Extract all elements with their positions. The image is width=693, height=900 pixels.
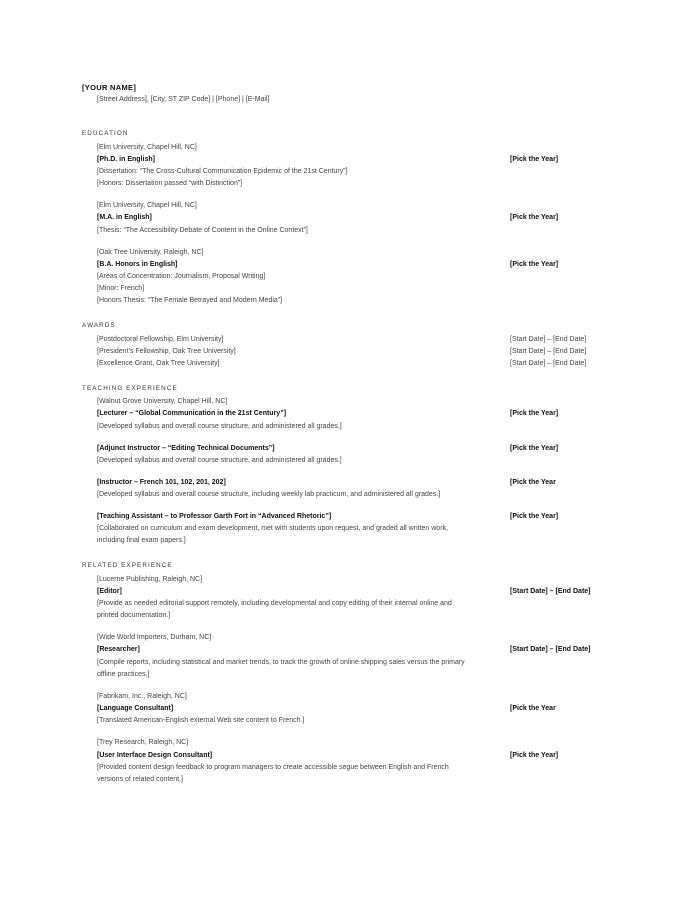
entry-line: [97, 178, 612, 190]
entry-line: [97, 632, 612, 644]
entry-line: [97, 574, 612, 586]
entry-text: [Developed syllabus and overall course structure, and administered all grades.]: [97, 456, 342, 464]
entry-date: [Start Date] – [End Date]: [510, 587, 591, 595]
entry-date: [Pick the Year]: [510, 155, 559, 163]
entry-text: [Excellence Grant, Oak Tree University]: [97, 360, 220, 368]
entry-text: [Fabrikam, Inc., Raleigh, NC]: [97, 692, 187, 700]
entry-date: [Start Date] – [End Date]: [510, 347, 587, 355]
entry: [82, 247, 612, 308]
resume-sections: [82, 128, 612, 786]
entry-date: [Start Date] – [End Date]: [510, 335, 587, 343]
entry-text: [Translated American-English external Web site content to French.]: [97, 717, 305, 725]
section-heading: EDUCATION: [82, 130, 129, 138]
entry-line: [97, 346, 612, 358]
entry-text: [Lucerne Publishing, Raleigh, NC]: [97, 575, 203, 583]
entry: [82, 396, 612, 433]
entry: [82, 443, 612, 467]
entry-date: [Start Date] – [End Date]: [510, 646, 591, 654]
section-awards: [82, 320, 612, 370]
entry-title-line: [97, 212, 612, 224]
section-related-experience: [82, 560, 612, 786]
entry-text: [Ph.D. in English]: [97, 155, 155, 163]
entry-text: [Compile reports, including statistical and market trends, to track the growth of online shipping sales versus the primary offline practices.]: [97, 658, 465, 678]
entry-text: [Editor]: [97, 587, 122, 595]
entry-text: [Postdoctoral Fellowship, Elm University]: [97, 335, 224, 343]
entry-title-line: [97, 408, 612, 420]
section-heading: RELATED EXPERIENCE: [82, 562, 173, 570]
entry: [82, 477, 612, 501]
entry-line: [97, 334, 612, 346]
entry-text: [Language Consultant]: [97, 705, 174, 713]
section-heading: TEACHING EXPERIENCE: [82, 385, 178, 393]
entry-text: [Lecturer – “Global Communication in the 21st Century”]: [97, 410, 287, 418]
entry-date: [Pick the Year: [510, 478, 556, 486]
entry-line: [97, 358, 612, 370]
entry-title-line: [97, 443, 612, 455]
entry-text: [User Interface Design Consultant]: [97, 751, 213, 759]
entry-text: [Minor: French]: [97, 285, 145, 293]
entry-line: [97, 455, 612, 467]
entry-text: [Researcher]: [97, 646, 140, 654]
entry-text: [Collaborated on curriculum and exam development, met with students upon request, and graded all written work, including final exam papers.]: [97, 525, 448, 545]
entry-text: [Provided content design feedback to program managers to create accessible segue between English and French versions of related content.]: [97, 763, 449, 783]
entry-text: [Provide as needed editorial support remotely, including developmental and copy editing of their internal online and printed documentation.]: [97, 600, 452, 620]
entry-date: [Pick the Year: [510, 705, 556, 713]
entry-line: [97, 421, 612, 433]
entry: [82, 511, 612, 548]
entry-text: [Oak Tree University, Raleigh, NC]: [97, 248, 204, 256]
entry-line: [97, 225, 612, 237]
section-heading: AWARDS: [82, 322, 116, 330]
section-teaching-experience: [82, 383, 612, 548]
entry-title-line: [97, 644, 612, 656]
entry-line: [97, 657, 612, 681]
entry-line: [97, 295, 612, 307]
entry-text: [Walnut Grove University, Chapel Hill, NC]: [97, 398, 228, 406]
entry-text: [Dissertation: “The Cross-Cultural Communication Epidemic of the 21st Century”]: [97, 168, 348, 176]
entry-text: [Honors: Dissertation passed “with Distinction”]: [97, 180, 243, 188]
entry-text: [Teaching Assistant – to Professor Garth Fort in “Advanced Rhetoric”]: [97, 513, 332, 521]
entry-line: [97, 691, 612, 703]
entry-line: [97, 200, 612, 212]
entry-text: [Areas of Concentration: Journalism, Proposal Writing]: [97, 273, 266, 281]
entry-line: [97, 762, 612, 786]
entry-line: [97, 715, 612, 727]
contact-info: [Street Address], [City, ST ZIP Code] | [Phone] | [E-Mail]: [97, 96, 270, 104]
entry-title-line: [97, 477, 612, 489]
entry: [82, 142, 612, 191]
entry-date: [Pick the Year]: [510, 260, 559, 268]
entry-text: [President’s Fellowship, Oak Tree University]: [97, 347, 236, 355]
entry-text: [Trey Research, Raleigh, NC]: [97, 739, 189, 747]
entry: [82, 737, 612, 786]
entry-line: [97, 489, 612, 501]
resume-name: [YOUR NAME]: [82, 83, 137, 92]
entry-text: [Developed syllabus and overall course structure, and administered all grades.]: [97, 422, 342, 430]
entry-date: [Pick the Year]: [510, 410, 559, 418]
entry-line: [97, 396, 612, 408]
entry-text: [Elm University, Chapel Hill, NC]: [97, 202, 197, 210]
section-education: [82, 128, 612, 307]
entry-line: [97, 523, 612, 547]
entry-date: [Pick the Year]: [510, 444, 559, 452]
entry-line: [97, 247, 612, 259]
entry-line: [97, 166, 612, 178]
entry-date: [Start Date] – [End Date]: [510, 360, 587, 368]
entry-title-line: [97, 703, 612, 715]
entry-title-line: [97, 259, 612, 271]
entry: [82, 334, 612, 371]
entry-title-line: [97, 586, 612, 598]
entry-title-line: [97, 750, 612, 762]
entry-text: [Instructor – French 101, 102, 201, 202]: [97, 478, 226, 486]
entry-date: [Pick the Year]: [510, 751, 559, 759]
entry-line: [97, 737, 612, 749]
entry-text: [B.A. Honors in English]: [97, 260, 178, 268]
entry: [82, 574, 612, 623]
entry-text: [M.A. in English]: [97, 214, 152, 222]
entry-line: [97, 283, 612, 295]
entry-text: [Thesis: “The Accessibility Debate of Content in the Online Context”]: [97, 226, 308, 234]
resume-document: [82, 82, 612, 786]
entry-date: [Pick the Year]: [510, 214, 559, 222]
entry-text: [Adjunct Instructor – “Editing Technical Documents”]: [97, 444, 275, 452]
entry-text: [Wide World Importers, Durham, NC]: [97, 634, 212, 642]
entry-line: [97, 142, 612, 154]
entry: [82, 632, 612, 681]
entry-title-line: [97, 154, 612, 166]
entry-text: [Developed syllabus and overall course structure, including weekly lab practicum, and administered all grades.]: [97, 491, 441, 499]
entry-text: [Elm University, Chapel Hill, NC]: [97, 143, 197, 151]
entry: [82, 691, 612, 728]
entry-date: [Pick the Year]: [510, 513, 559, 521]
entry-line: [97, 598, 612, 622]
entry-text: [Honors Thesis: “The Female Betrayed and Modern Media”]: [97, 297, 283, 305]
entry: [82, 200, 612, 237]
entry-title-line: [97, 511, 612, 523]
entry-line: [97, 271, 612, 283]
